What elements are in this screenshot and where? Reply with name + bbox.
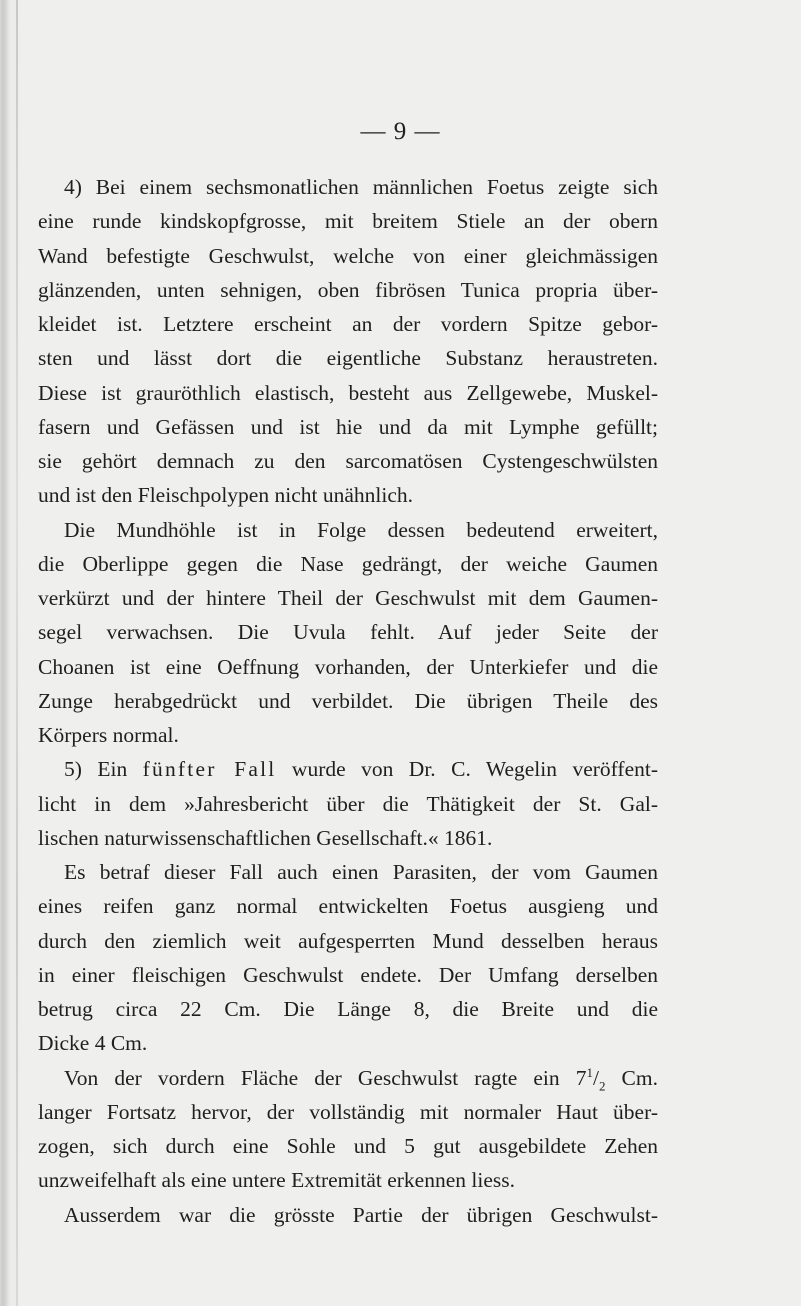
text-line: sten und lässt dort die eigentliche Substanz heraustreten. [38,346,658,371]
text-line-start: 5) Ein [64,757,143,782]
text-line: fasern und Gefässen und ist hie und da mit Lymphe gefüllt; [38,414,658,439]
text-line: langer Fortsatz hervor, der vollständig mit normaler Haut über- [38,1099,658,1124]
text-line-end: Cm. [605,1065,658,1090]
text-line: lischen naturwissenschaftlichen Gesellschaft.« 1861. [38,825,493,850]
text-line: eines reifen ganz normal entwickelten Foetus ausgieng und [38,894,658,919]
text-line: 4) Bei einem sechsmonatlichen männlichen Foetus zeigte sich [64,175,658,199]
text-line: segel verwachsen. Die Uvula fehlt. Auf jeder Seite der [38,620,658,645]
text-line: Wand befestigte Geschwulst, welche von einer gleichmässigen [38,243,658,268]
text-line: kleidet ist. Letztere erscheint an der vordern Spitze gebor- [38,312,658,336]
text-line [38,752,658,786]
text-line: eine runde kindskopfgrosse, mit breitem Stiele an der obern [38,209,658,234]
text-line: durch den ziemlich weit aufgesperrten Mund desselben heraus [38,928,658,953]
text-line: die Oberlippe gegen die Nase gedrängt, der weiche Gaumen [38,551,658,576]
text-line: Zunge herabgedrückt und verbildet. Die übrigen Theile des [38,688,658,713]
text-line: licht in dem »Jahresbericht über die Thätigkeit der St. Gal- [38,791,658,816]
text-line: Ausserdem war die grösste Partie der übrigen Geschwulst- [64,1202,658,1227]
text-line: unzweifelhaft als eine untere Extremität erkennen liess. [38,1168,515,1193]
body-text [38,170,658,1232]
text-line: sie gehört demnach zu den sarcomatösen Cystengeschwülsten [38,449,658,473]
fraction-numerator: 1 [586,1064,593,1080]
text-line: Choanen ist eine Oeffnung vorhanden, der Unterkiefer und die [38,654,658,679]
fraction: $^1/_2$ [586,1064,606,1093]
spaced-emphasis: fünfter Fall [142,757,277,782]
text-line: in einer fleischigen Geschwulst endete. Der Umfang derselben [38,962,658,987]
text-line: betrug circa 22 Cm. Die Länge 8, die Breite und die [38,997,658,1021]
text-line: Es betraf dieser Fall auch einen Parasiten, der vom Gaumen [64,860,658,884]
text-line-end: wurde von Dr. C. Wegelin veröffent- [276,757,658,782]
text-line: Körpers normal. [38,723,179,747]
text-line: Diese ist grauröthlich elastisch, besteht aus Zellgewebe, Muskel- [38,380,658,405]
page-number: — 9 — [360,118,441,145]
text-line: verkürzt und der hintere Theil der Geschwulst mit dem Gaumen- [38,586,658,610]
text-line: und ist den Fleischpolypen nicht unähnlich. [38,483,414,508]
text-line: Dicke 4 Cm. [38,1031,148,1056]
book-gutter [0,0,22,1306]
text-line-start: Von der vordern Fläche der Geschwulst ragte ein 7 [64,1065,587,1090]
text-line: glänzenden, unten sehnigen, oben fibrösen Tunica propria über- [38,277,658,302]
gutter-edge [16,0,18,1306]
fraction-denominator: 2 [598,1077,606,1093]
text-line: zogen, sich durch eine Sohle und 5 gut ausgebildete Zehen [38,1134,658,1158]
text-line [38,1061,658,1095]
text-line: Die Mundhöhle ist in Folge dessen bedeutend erweitert, [64,517,658,542]
